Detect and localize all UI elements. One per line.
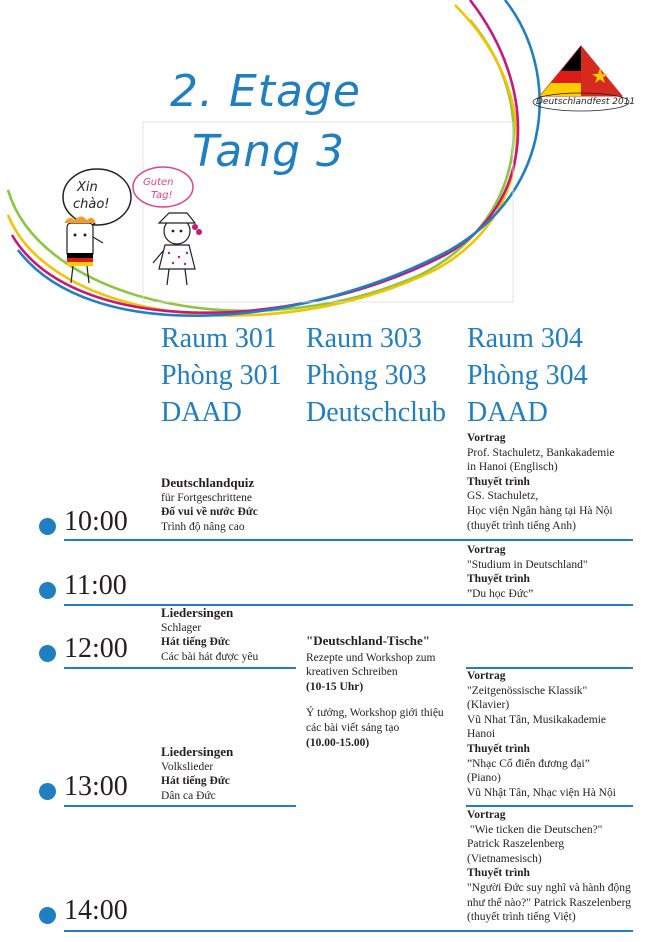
time-divider (64, 667, 296, 669)
block-heading: Vortrag (467, 544, 506, 556)
block-line-vi: "Người Đức suy nghĩ và hành động (467, 881, 631, 894)
block-heading-vi: Thuyết trình (467, 867, 530, 880)
time-1100: 11:00 (64, 570, 127, 601)
block-heading: Vortrag (467, 809, 506, 821)
room-301-name-vi: Phòng 301 (161, 360, 282, 391)
time-bullet (39, 582, 56, 599)
block-line: Rezepte und Workshop zum (306, 651, 436, 664)
block-line: (Klavier) (467, 699, 510, 712)
block-line: Prof. Stachuletz, Bankakademie (467, 446, 615, 459)
time-bullet (39, 907, 56, 924)
block-sub: Schlager (161, 621, 202, 634)
block-heading-vi: Thuyết trình (467, 475, 530, 488)
room-304-block-studium (467, 543, 588, 601)
room-301-header (161, 320, 282, 431)
block-title: Deutschlandquiz (161, 475, 255, 490)
room-303-org: Deutschclub (306, 397, 446, 428)
room-304-name-vi: Phòng 304 (467, 360, 588, 391)
room-301-block-quiz (161, 476, 258, 534)
block-line-vi: (thuyết trình tiếng Anh) (467, 519, 576, 532)
room-304-block-raszelenberg (467, 808, 631, 925)
room-303-name: Raum 303 (306, 323, 422, 354)
block-heading-vi: Thuyết trình (467, 742, 530, 755)
time-divider (64, 930, 633, 932)
time-bullet (39, 518, 56, 535)
time-bullet (39, 783, 56, 800)
block-line-vi: Học viện Ngân hàng tại Hà Nội (467, 504, 613, 517)
block-line-vi: ”Du học Đức” (467, 587, 534, 600)
speech-chao: chào! (73, 197, 110, 212)
room-304-name: Raum 304 (467, 323, 583, 354)
block-sub-vi: Các bài hát được yêu (161, 650, 259, 663)
time-1400: 14:00 (64, 895, 128, 926)
speech-xin: Xin (77, 180, 98, 195)
room-304-block-stachuletz (467, 431, 615, 533)
block-line: "Studium in Deutschland" (467, 558, 588, 571)
room-304-header (467, 320, 588, 431)
block-line: (Vietnamesisch) (467, 852, 542, 865)
block-sub: für Fortgeschrittene (161, 491, 253, 504)
speech-guten: Guten (143, 177, 174, 188)
room-304-org: DAAD (467, 397, 548, 428)
time-1000: 10:00 (64, 506, 128, 537)
block-line-vi: Vũ Nhật Tân, Nhạc viện Hà Nội (467, 786, 616, 799)
block-title: "Deutschland-Tische" (306, 633, 430, 648)
room-303-block-deutschland-tische (306, 634, 444, 750)
block-heading-vi: Thuyết trình (467, 573, 530, 586)
block-line-vi: Ý tưởng, Workshop giới thiệu (306, 707, 444, 720)
room-301-name: Raum 301 (161, 323, 277, 354)
time-1300: 13:00 (64, 771, 128, 802)
block-line-vi: (Piano) (467, 772, 501, 785)
room-303-header (306, 320, 446, 431)
block-title-vi: Đố vui về nước Đức (161, 506, 258, 519)
block-heading: Vortrag (467, 432, 506, 444)
logo-text: Deutschlandfest 2011 (536, 97, 636, 107)
room-304-block-klassik (467, 669, 616, 800)
block-line-vi: ”Nhạc Cổ điển đương đại” (467, 757, 590, 770)
time-divider (64, 604, 633, 606)
block-title: Liedersingen (161, 744, 234, 759)
block-line: "Zeitgenössische Klassik" (467, 684, 588, 697)
block-line: Patrick Raszelenberg (467, 838, 565, 851)
block-line: Vũ Nhat Tân, Musikakademie (467, 713, 607, 726)
block-sub-vi: Trình độ nâng cao (161, 520, 245, 533)
title-line1: 2. Etage (170, 66, 361, 117)
block-sub: Volkslieder (161, 760, 214, 773)
block-line-vi: (thuyết trình tiếng Việt) (467, 911, 576, 924)
block-line-vi: như thế nào?" Patrick Raszelenberg (467, 896, 631, 909)
block-line: in Hanoi (Englisch) (467, 461, 558, 474)
time-divider (466, 805, 633, 807)
speech-tag: Tag! (151, 190, 173, 201)
block-line: Hanoi (467, 728, 496, 741)
time-1200: 12:00 (64, 633, 128, 664)
block-line: kreativen Schreiben (306, 666, 398, 679)
block-line: "Wie ticken die Deutschen?" (467, 823, 603, 836)
deutschlandfest-logo (528, 42, 634, 114)
block-line-vi: các bài viết sáng tạo (306, 721, 400, 734)
room-301-block-schlager (161, 606, 258, 664)
block-title: Liedersingen (161, 605, 234, 620)
time-divider (64, 539, 633, 541)
title-line2: Tang 3 (192, 126, 346, 177)
block-time: (10-15 Uhr) (306, 680, 364, 693)
greeting-characters-illustration (55, 165, 230, 290)
room-301-org: DAAD (161, 397, 242, 428)
room-301-block-volkslieder (161, 745, 233, 803)
block-title-vi: Hát tiếng Đức (161, 636, 230, 649)
block-heading: Vortrag (467, 670, 506, 682)
room-303-name-vi: Phòng 303 (306, 360, 427, 391)
block-title-vi: Hát tiếng Đức (161, 775, 230, 788)
block-time-vi: (10.00-15.00) (306, 736, 370, 749)
time-divider (64, 805, 296, 807)
block-line-vi: GS. Stachuletz, (467, 490, 539, 503)
block-sub-vi: Dân ca Đức (161, 789, 216, 802)
time-bullet (39, 645, 56, 662)
